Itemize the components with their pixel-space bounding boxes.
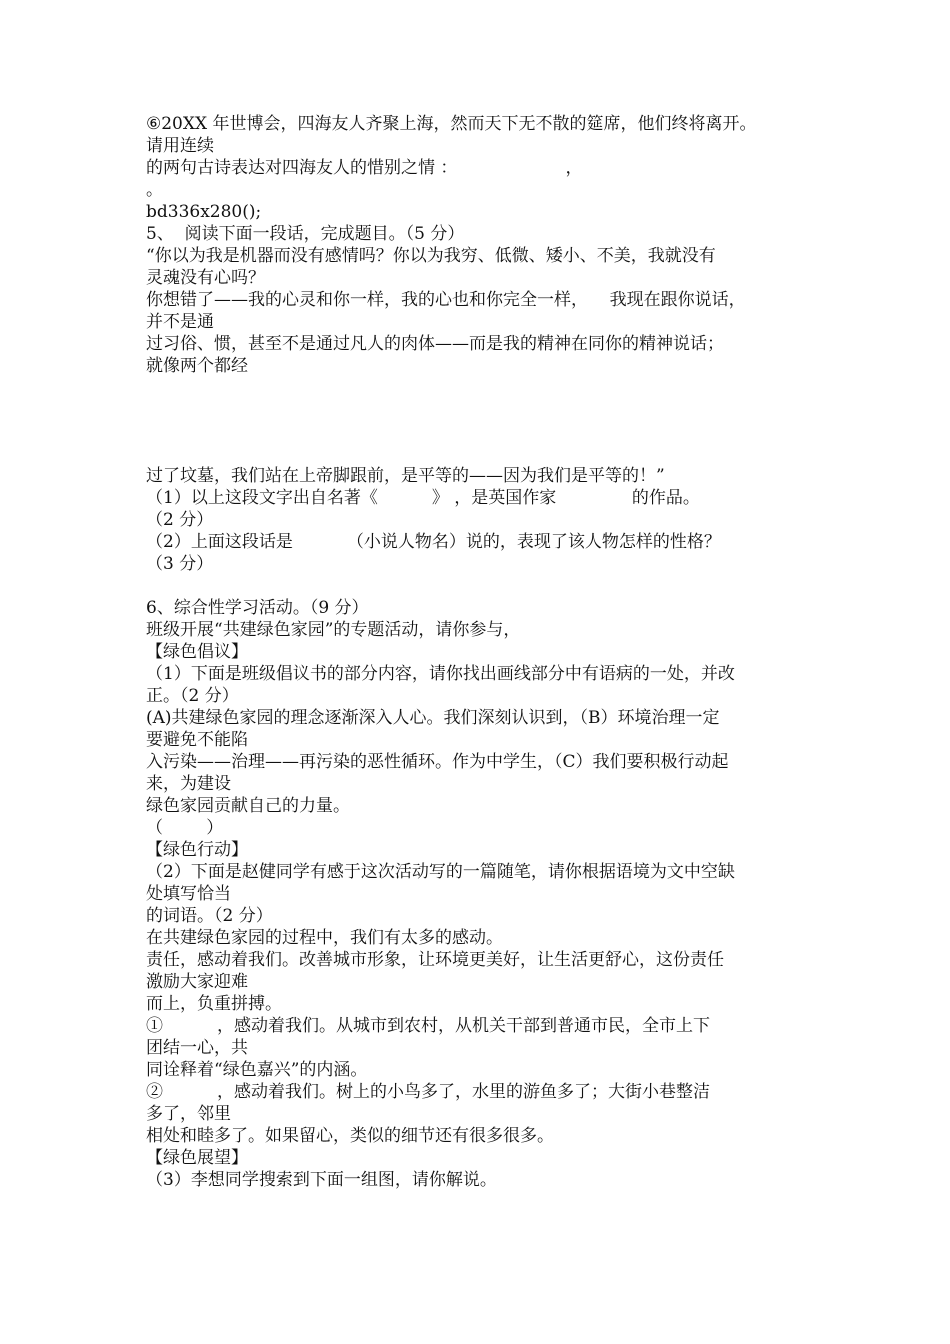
text-line: 入污染——治理——再污染的恶性循环。作为中学生，（C）我们要积极行动起 (146, 752, 729, 772)
text-line: “你以为我是机器而没有感情吗？你以为我穷、低微、矮小、不美，我就没有 (146, 246, 716, 266)
text-line: ⑥20XX 年世博会，四海友人齐聚上海，然而天下无不散的筵席，他们终将离开。 (146, 114, 757, 134)
text-line: 相处和睦多了。如果留心，类似的细节还有很多很多。 (146, 1126, 554, 1146)
text-line: （3）李想同学搜索到下面一组图，请你解说。 (146, 1170, 497, 1190)
text-line: ① ，感动着我们。从城市到农村，从机关干部到普通市民，全市上下 (146, 1016, 711, 1036)
section-heading: 【绿色展望】 (146, 1148, 248, 1168)
text-line: 正。（2 分） (146, 686, 239, 706)
text-line: 过了坟墓，我们站在上帝脚跟前，是平等的——因为我们是平等的！” (146, 466, 665, 486)
text-line: （1）下面是班级倡议书的部分内容，请你找出画线部分中有语病的一处，并改 (146, 664, 735, 684)
text-line: （3 分） (146, 554, 214, 574)
text-line: 请用连续 (146, 136, 214, 156)
text-line: （2 分） (146, 510, 214, 530)
paragraph-block-a (146, 113, 826, 377)
text-line: ② ，感动着我们。树上的小鸟多了，水里的游鱼多了；大街小巷整洁 (146, 1082, 711, 1102)
text-line: 团结一心，共 (146, 1038, 248, 1058)
text-line: 过习俗、惯，甚至不是通过凡人的肉体——而是我的精神在同你的精神说话； (146, 334, 724, 354)
paragraph-block-c (146, 597, 826, 1191)
text-line: 多了，邻里 (146, 1104, 231, 1124)
text-line: 就像两个都经 (146, 356, 248, 376)
text-line: 激励大家迎难 (146, 972, 248, 992)
text-line: 的两句古诗表达对四海友人的惜别之情 ： ， (146, 158, 583, 178)
text-line: 同诠释着“绿色嘉兴”的内涵。 (146, 1060, 368, 1080)
text-line: （1）以上这段文字出自名著《 》 ，是英国作家 的作品。 (146, 488, 700, 508)
text-line: 而上，负重拼搏。 (146, 994, 282, 1014)
text-line: 来，为建设 (146, 774, 231, 794)
section-heading: 【绿色行动】 (146, 840, 248, 860)
section-heading: 【绿色倡议】 (146, 642, 248, 662)
text-line: (A)共建绿色家园的理念逐渐深入人心。我们深刻认识到，（B）环境治理一定 (146, 708, 720, 728)
document-page (146, 113, 826, 1191)
text-line: （2）上面这段话是 （小说人物名）说的，表现了该人物怎样的性格？ (146, 532, 721, 552)
answer-blank: （ ） (146, 818, 224, 838)
text-line: 在共建绿色家园的过程中，我们有太多的感动。 (146, 928, 503, 948)
text-line: 处填写恰当 (146, 884, 231, 904)
question-heading: 6、综合性学习活动。（9 分） (146, 598, 369, 618)
text-line: bd336x280(); (146, 202, 262, 222)
text-line: （2）下面是赵健同学有感于这次活动写的一篇随笔，请你根据语境为文中空缺 (146, 862, 735, 882)
blank-space (146, 575, 826, 597)
text-line: 的词语。（2 分） (146, 906, 273, 926)
text-line: 灵魂没有心吗？ (146, 268, 265, 288)
text-line: 要避免不能陷 (146, 730, 248, 750)
text-line: 并不是通 (146, 312, 214, 332)
question-heading: 5、 阅读下面一段话，完成题目。（5 分） (146, 224, 465, 244)
text-line: 你想错了——我的心灵和你一样，我的心也和你完全一样， 我现在跟你说话， (146, 290, 746, 310)
text-line: 绿色家园贡献自己的力量。 (146, 796, 350, 816)
blank-space (146, 377, 826, 465)
paragraph-block-b (146, 465, 826, 575)
text-line: 责任，感动着我们。改善城市形象，让环境更美好，让生活更舒心，这份责任 (146, 950, 724, 970)
text-line: 班级开展“共建绿色家园”的专题活动，请你参与， (146, 620, 521, 640)
text-line: 。 (146, 180, 163, 200)
